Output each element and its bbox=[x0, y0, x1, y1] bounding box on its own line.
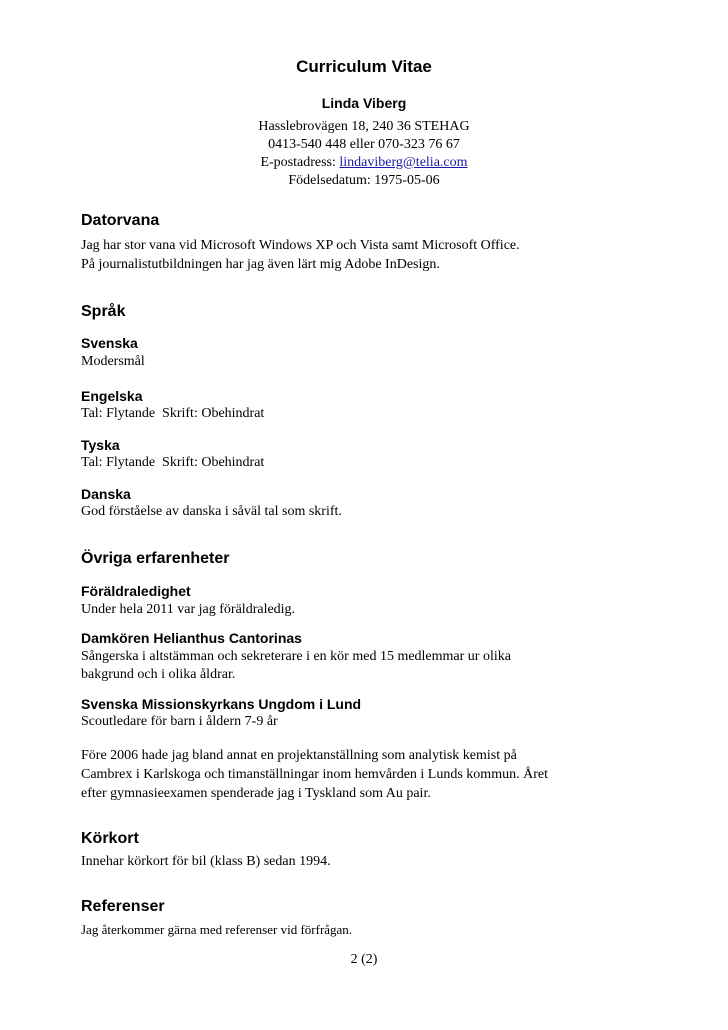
cv-title bbox=[0, 57, 728, 77]
language-desc: Tal: Flytande Skrift: Obehindrat bbox=[81, 455, 265, 470]
experience-name: Damkören Helianthus Cantorinas bbox=[81, 630, 302, 646]
address: Hasslebrovägen 18, 240 36 STEHAG bbox=[258, 119, 470, 134]
experience-name: Föräldraledighet bbox=[81, 583, 191, 599]
section-heading-sprak: Språk bbox=[81, 303, 126, 320]
experience-line: bakgrund och i olika åldrar. bbox=[81, 667, 236, 682]
referenser-text: Jag återkommer gärna med referenser vid förfrågan. bbox=[81, 922, 353, 937]
page-number: 2 (2) bbox=[350, 952, 378, 967]
language-desc: God förståelse av danska i såväl tal som skrift. bbox=[81, 504, 342, 519]
experience-line: Under hela 2011 var jag föräldraledig. bbox=[81, 602, 296, 617]
experience-line: Sångerska i altstämman och sekreterare i en kör med 15 medlemmar ur olika bbox=[81, 649, 511, 664]
language-name: Svenska bbox=[81, 335, 138, 351]
language-name: Engelska bbox=[81, 388, 143, 404]
language-desc: Modersmål bbox=[81, 354, 145, 369]
email-label: E-postadress: bbox=[260, 155, 340, 170]
korkort-text: Innehar körkort för bil (klass B) sedan 1994. bbox=[81, 854, 331, 869]
section-heading-datorvana: Datorvana bbox=[81, 212, 160, 229]
experience-paragraph-line: efter gymnasieexamen spenderade jag i Tyskland som Au pair. bbox=[81, 786, 431, 801]
section-heading-korkort: Körkort bbox=[81, 830, 139, 847]
language-desc: Tal: Flytande Skrift: Obehindrat bbox=[81, 406, 265, 421]
datorvana-line: På journalistutbildningen har jag även lärt mig Adobe InDesign. bbox=[81, 257, 440, 272]
section-heading-ovriga: Övriga erfarenheter bbox=[81, 550, 230, 567]
language-name: Danska bbox=[81, 486, 131, 502]
cv-title-text: Curriculum Vitae bbox=[296, 57, 432, 76]
birthdate: Födelsedatum: 1975-05-06 bbox=[288, 173, 440, 188]
experience-name: Svenska Missionskyrkans Ungdom i Lund bbox=[81, 696, 362, 712]
email-link[interactable]: lindaviberg@telia.com bbox=[339, 155, 468, 170]
experience-line: Scoutledare för barn i åldern 7-9 år bbox=[81, 714, 278, 729]
email-line bbox=[0, 153, 728, 172]
experience-paragraph-line: Cambrex i Karlskoga och timanställningar inom hemvården i Lunds kommun. Året bbox=[81, 767, 548, 782]
phone: 0413-540 448 eller 070-323 76 67 bbox=[268, 137, 460, 152]
cv-name bbox=[0, 95, 728, 113]
datorvana-line: Jag har stor vana vid Microsoft Windows XP och Vista samt Microsoft Office. bbox=[81, 238, 520, 253]
experience-paragraph-line: Före 2006 hade jag bland annat en projektanställning som analytisk kemist på bbox=[81, 748, 517, 763]
section-heading-referenser: Referenser bbox=[81, 898, 165, 915]
cv-name-text: Linda Viberg bbox=[321, 95, 407, 111]
language-name: Tyska bbox=[81, 437, 120, 453]
